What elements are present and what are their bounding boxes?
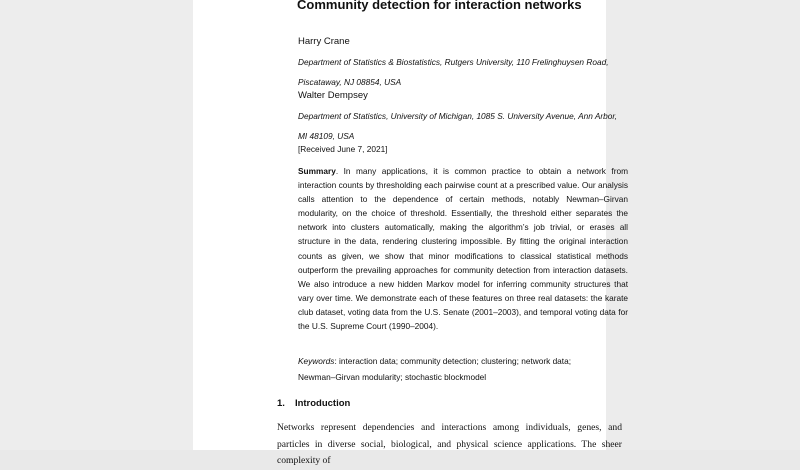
- keywords: [298, 353, 608, 385]
- abstract-text: . In many applications, it is common practice to obtain a network from interaction counts by thresholding each pairwise count at a prescribed value. Our analysis calls attention to the dependence of certain methods, notably Newman–Girvan modularity, on the choice of threshold. Essentially, the threshold either separates the network into clusters automatically, making the algorithm’s job trivial, or erases all structure in the data, rendering clustering impossible. By fitting the original interaction counts as given, we show that minor modifications to classical statistical methods outperform the prevailing approaches for community detection from interaction datasets. We also introduce a new hidden Markov model for inferring community structures that vary over time. We demonstrate each of these features on three real datasets: the karate club dataset, voting data from the U.S. Senate (2001–2003), and temporal voting data for the U.S. Supreme Court (1990–2004).: [298, 166, 628, 332]
- paper-title: Community detection for interaction networks: [297, 0, 582, 12]
- viewer-background-right: [606, 0, 800, 450]
- author-name-2: Walter Dempsey: [298, 90, 368, 101]
- paper-page: [193, 0, 628, 466]
- author-affiliation-2: Department of Statistics, University of Michigan, 1085 S. University Avenue, Ann Arbor, MI 48109, USA: [298, 111, 617, 141]
- viewer-background-left: [0, 0, 193, 450]
- keywords-text: : interaction data; community detection; clustering; network data; Newman–Girvan modularity; stochastic blockmodel: [298, 356, 572, 382]
- section-title: Introduction: [294, 398, 351, 409]
- intro-paragraph: Networks represent dependencies and interactions among individuals, genes, and particles in diverse social, biological, and physical science applications. The sheer complexity of: [277, 422, 622, 466]
- section-number: 1.: [277, 398, 285, 409]
- author-name-1: Harry Crane: [298, 36, 350, 47]
- keywords-label: Keywords: [298, 356, 335, 366]
- received-date: [Received June 7, 2021]: [298, 144, 388, 154]
- abstract-label: Summary: [298, 166, 336, 176]
- section-heading: [277, 398, 350, 409]
- author-affiliation-1: Department of Statistics & Biostatistics, Rutgers University, 110 Frelinghuysen Road, Piscataway, NJ 08854, USA: [298, 57, 609, 87]
- abstract: [298, 164, 628, 333]
